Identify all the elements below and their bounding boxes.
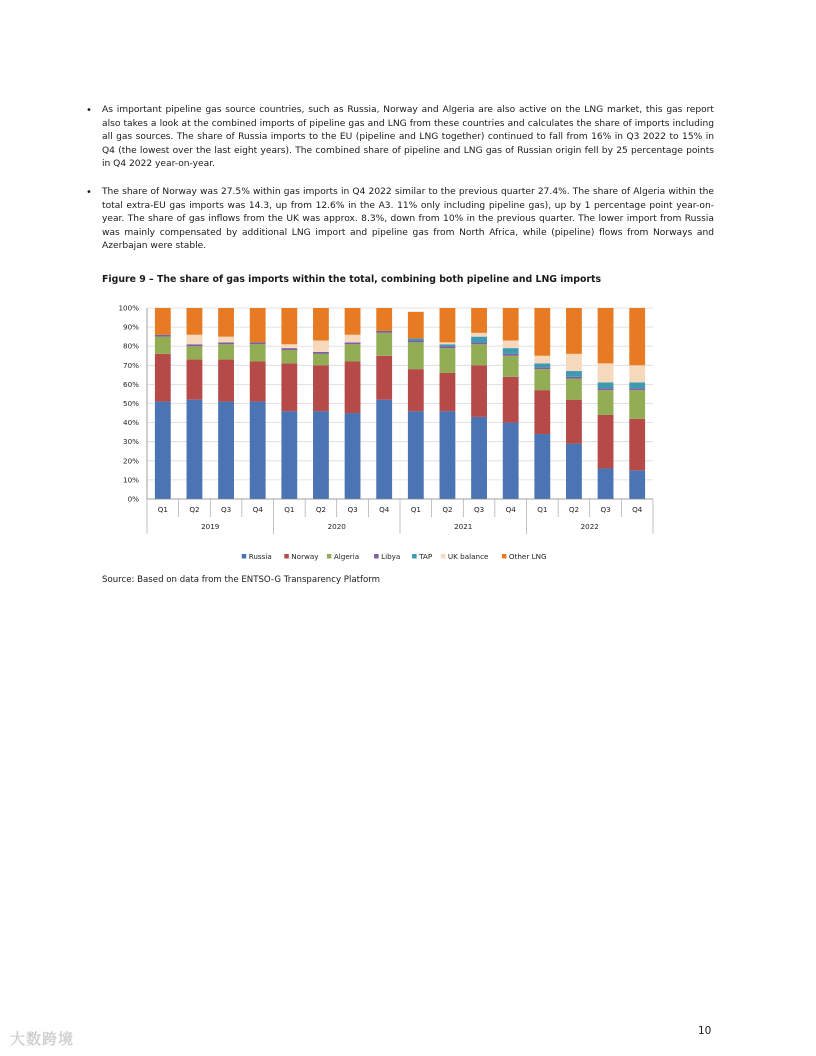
x-tick-label: Q4 [252,505,263,514]
x-tick-label: Q1 [537,505,548,514]
bar-segment-other-lng [187,308,203,335]
y-tick-label: 10% [123,475,139,485]
bar-segment-uk-balance [503,340,519,348]
bar-segment-norway [471,365,487,417]
bar-segment-other-lng [440,308,456,342]
bar-segment-other-lng [345,308,361,335]
bar-segment-libya [440,346,456,348]
x-tick-label: Q2 [568,505,580,514]
bar-segment-other-lng [313,308,329,340]
bar-segment-algeria [598,390,614,415]
bar-segment-russia [218,402,234,499]
bar-segment-norway [345,361,361,413]
y-tick-label: 20% [123,456,139,466]
bar-segment-russia [408,411,424,499]
bar-segment-other-lng [408,312,424,339]
bar-segment-uk-balance [471,333,487,337]
bar-segment-other-lng [250,308,266,342]
y-tick-label: 80% [123,341,139,351]
bar-segment-norway [408,369,424,411]
bar-segment-other-lng [376,308,392,331]
bar-segment-norway [598,415,614,468]
source-note: Source: Based on data from the ENTSO-G Transparency Platform [102,575,381,585]
bar-segment-russia [566,444,582,499]
x-tick-label: Q1 [284,505,295,514]
stacked-bar-chart [100,298,660,574]
bar-segment-algeria [313,354,329,365]
bar-segment-algeria [534,369,550,390]
bar-segment-norway [250,361,266,401]
bar-segment-uk-balance [218,337,234,343]
bar-segment-uk-balance [440,342,456,344]
year-label: 2019 [201,522,220,531]
legend-swatch [284,554,289,559]
bar-segment-libya [471,342,487,344]
bullet-paragraph-2: • The share of Norway was 27.5% within gas imports in Q4 2022 similar to the previous quarter 27.4%. The share of Algeria within the total extra-EU gas imports was 14.3, up from 12.6% in the A3. 11% only including pipeline gas), up by 1 percentage point year-on-year. The share of gas inflows from the UK was approx. 8.3%, down from 10% in the previous quarter. The lower import from Russia was mainly compensated by additional LNG import and pipeline gas from North Africa, while (pipeline) flows from Norways and Azerbajan were stable. [86,186,714,254]
bar-segment-tap [471,337,487,343]
x-tick-label: Q3 [347,505,358,514]
bar-segment-norway [218,360,234,402]
bar-segment-norway [281,363,297,411]
legend-label: Libya [381,552,401,561]
legend-label: Norway [291,552,319,561]
x-tick-label: Q4 [632,505,643,514]
y-tick-label: 50% [123,399,139,408]
bar-segment-algeria [345,344,361,361]
bar-segment-other-lng [566,308,582,354]
bar-segment-libya [598,388,614,390]
bar-segment-uk-balance [281,344,297,348]
bar-segment-uk-balance [534,356,550,364]
bar-segment-algeria [281,350,297,363]
bar-segment-algeria [155,337,171,354]
bar-segment-algeria [187,346,203,359]
bar-segment-russia [471,417,487,499]
bar-segment-libya [281,348,297,350]
bar-segment-libya [503,354,519,356]
bar-segment-algeria [250,344,266,361]
y-axis-ticks [118,304,139,504]
bar-segment-other-lng [471,308,487,333]
bar-segment-uk-balance [187,335,203,345]
legend [242,552,547,561]
bar-segment-uk-balance [313,340,329,351]
bar-segment-russia [629,470,645,499]
bullet-list [86,104,714,268]
bar-segment-russia [187,400,203,499]
bullet-paragraph-1: • As important pipeline gas source countries, such as Russia, Norway and Algeria are also active on the LNG market, this gas report also takes a look at the combined imports of pipeline gas and LNG from these countries and calculates the share of imports including all gas sources. The share of Russia imports to the EU (pipeline and LNG together) continued to fall from 16% in Q3 2022 to 15% in Q4 (the lowest over the last eight years). The combined share of pipeline and LNG gas of Russian origin fell by 25 percentage points in Q4 2022 year-on-year. [86,104,714,172]
bar-segment-norway [566,400,582,444]
bar-segment-russia [376,400,392,499]
bar-segment-tap [440,344,456,346]
legend-swatch [441,554,446,559]
bar-segment-russia [598,468,614,499]
bar-segment-libya [250,342,266,344]
bar-segment-norway [187,360,203,400]
legend-label: UK balance [447,552,489,561]
y-tick-label: 100% [118,303,139,313]
bar-segment-libya [218,342,234,344]
bar-segment-norway [534,390,550,434]
y-tick-label: 70% [123,360,139,370]
legend-label: Russia [248,552,272,561]
bar-segment-uk-balance [598,363,614,382]
x-tick-label: Q3 [600,505,611,514]
bar-segment-libya [566,377,582,379]
bar-segment-tap [408,339,424,341]
bar-segment-russia [534,434,550,499]
bar-segment-libya [345,342,361,344]
bar-segment-russia [155,402,171,499]
bar-segment-russia [250,402,266,499]
bar-segment-tap [629,382,645,388]
x-tick-label: Q1 [157,505,168,514]
bar-segment-russia [440,411,456,499]
x-tick-label: Q3 [473,505,485,514]
x-tick-label: Q4 [505,505,516,514]
x-tick-label: Q2 [189,505,200,514]
legend-label: Other LNG [508,552,547,561]
year-label: 2021 [454,522,473,531]
bar-segment-algeria [471,344,487,365]
y-tick-label: 40% [123,418,139,428]
legend-swatch [502,554,507,559]
bar-segment-norway [440,373,456,411]
x-tick-label: Q4 [379,505,390,514]
figure-title: Figure 9 – The share of gas imports within the total, combining both pipeline and LNG imports [102,274,602,285]
bar-segment-libya [534,367,550,369]
bar-segment-other-lng [218,308,234,337]
bar-segment-algeria [408,342,424,369]
y-tick-label: 60% [123,379,139,389]
bar-segment-norway [629,419,645,471]
x-tick-label: Q2 [442,505,453,514]
bar-segment-algeria [566,379,582,400]
bar-segment-russia [281,411,297,499]
page-number: 10 [698,1025,712,1037]
bar-segment-other-lng [503,308,519,340]
year-label: 2022 [580,522,599,531]
bar-segment-algeria [218,344,234,359]
bar-segment-algeria [440,348,456,373]
bar-segment-tap [534,363,550,367]
bar-segment-libya [376,331,392,333]
bar-segment-algeria [503,356,519,377]
bar-segment-other-lng [534,308,550,356]
legend-label: Algeria [333,552,360,561]
bar-segment-uk-balance [629,365,645,382]
bar-segment-norway [313,365,329,411]
bar-segment-libya [408,340,424,342]
bar-segment-russia [503,423,519,499]
bar-segment-other-lng [155,308,171,335]
bar-segment-uk-balance [566,354,582,371]
bar-segment-libya [629,388,645,390]
watermark-logo: 大数跨境 [10,1030,75,1048]
bar-segment-algeria [376,333,392,356]
x-tick-label: Q1 [410,505,421,514]
year-label: 2020 [327,522,346,531]
bar-segment-algeria [629,390,645,419]
legend-swatch [327,554,332,559]
legend-label: TAP [419,552,433,561]
legend-swatch [374,554,379,559]
bar-segment-norway [376,356,392,400]
y-tick-label: 30% [123,437,139,447]
bar-segment-libya [187,344,203,346]
bar-segment-tap [503,348,519,354]
bar-segment-other-lng [281,308,297,344]
bar-segment-russia [313,411,329,499]
bar-segment-libya [313,352,329,354]
y-tick-label: 90% [123,322,139,332]
bar-segment-tap [598,382,614,388]
bar-segment-norway [155,354,171,402]
x-tick-label: Q3 [220,505,232,514]
bar-segment-russia [345,413,361,499]
bar-segment-other-lng [598,308,614,363]
legend-swatch [412,554,417,559]
bar-segment-norway [503,377,519,423]
bar-segment-tap [566,371,582,377]
bar-segment-other-lng [629,308,645,365]
bar-segment-libya [155,335,171,337]
x-tick-label: Q2 [315,505,327,514]
y-tick-label: 0% [127,494,139,504]
bar-segment-uk-balance [345,335,361,343]
legend-swatch [242,554,247,559]
